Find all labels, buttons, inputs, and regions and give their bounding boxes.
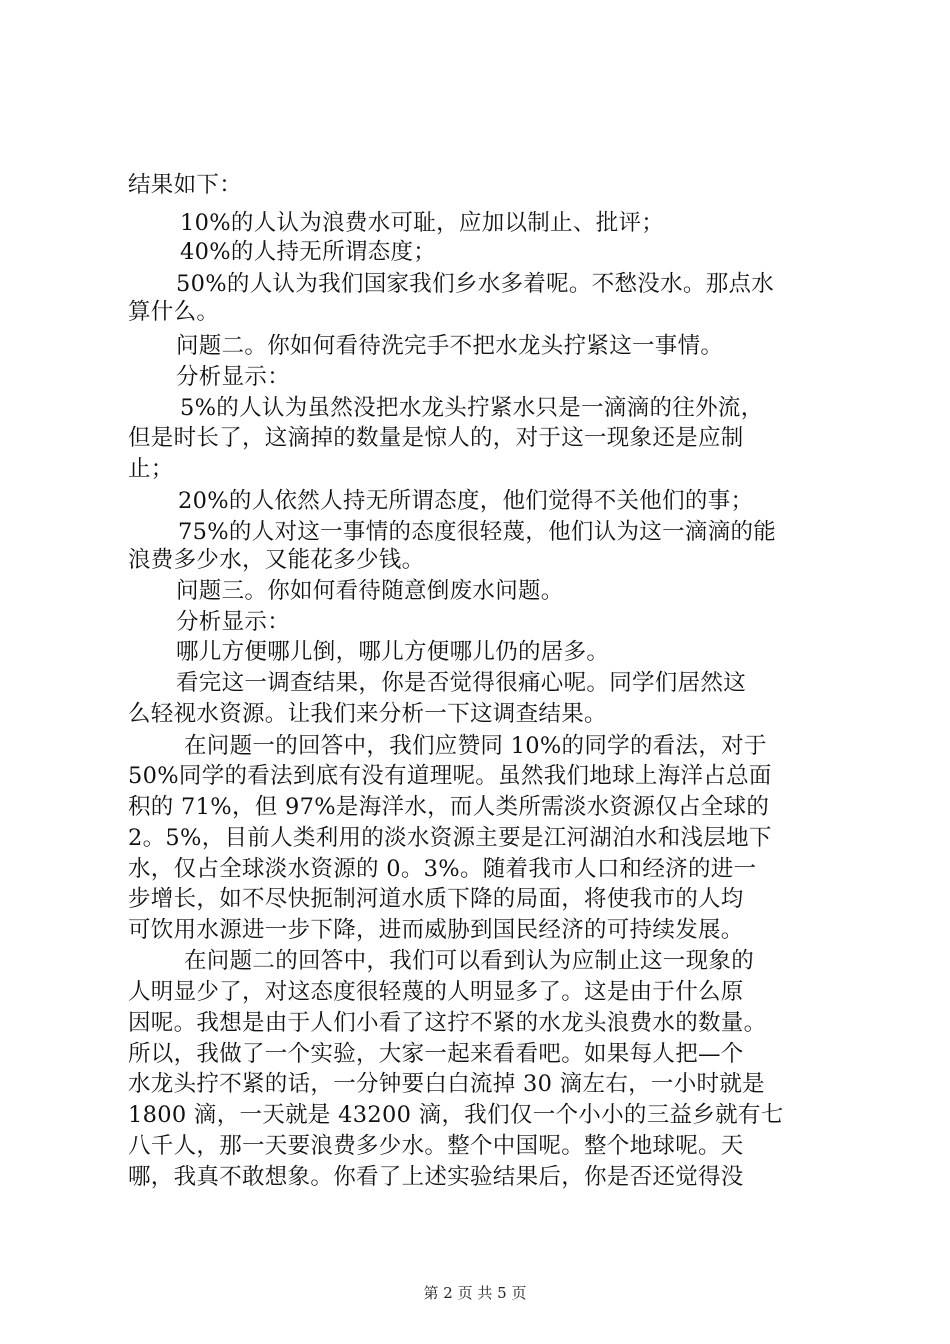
text-line: 哪，我真不敢想象。你看了上述实验结果后，你是否还觉得没	[128, 1164, 744, 1190]
text-line: 所以，我做了一个实验，大家一起来看看吧。如果每人把—个	[128, 1041, 744, 1067]
text-line: 算什么。	[128, 299, 220, 325]
text-line: 问题二。你如何看待洗完手不把水龙头拧紧这一事情。	[176, 333, 724, 359]
page-number-footer: 第 2 页 共 5 页	[423, 1284, 527, 1302]
text-line: 八千人，那一天要浪费多少水。整个中国呢。整个地球呢。天	[128, 1133, 744, 1159]
text-line: 75%的人对这一事情的态度很轻蔑，他们认为这一滴滴的能	[178, 519, 777, 545]
text-line: 可饮用水源进一步下降，进而威胁到国民经济的可持续发展。	[128, 917, 744, 943]
text-line: 问题三。你如何看待随意倒废水问题。	[176, 578, 564, 604]
text-line: 么轻视水资源。让我们来分析一下这调查结果。	[128, 701, 607, 727]
text-line: 结果如下：	[128, 172, 243, 198]
text-line: 50%的人认为我们国家我们乡水多着呢。不愁没水。那点水	[176, 271, 775, 297]
text-line: 止；	[128, 456, 174, 482]
text-line: 因呢。我想是由于人们小看了这拧不紧的水龙头浪费水的数量。	[128, 1010, 767, 1036]
text-line: 1800 滴，一天就是 43200 滴，我们仅一个小小的三益乡就有七	[128, 1102, 784, 1128]
text-line: 5%的人认为虽然没把水龙头拧紧水只是一滴滴的往外流，	[180, 395, 764, 421]
text-line: 人明显少了，对这态度很轻蔑的人明显多了。这是由于什么原	[128, 979, 744, 1005]
text-line: 50%同学的看法到底有没有道理呢。虽然我们地球上海洋占总面	[128, 763, 772, 789]
text-line: 2。5%，目前人类利用的淡水资源主要是江河湖泊水和浅层地下	[128, 825, 772, 851]
text-line: 分析显示：	[176, 609, 291, 635]
text-line: 但是时长了，这滴掉的数量是惊人的，对于这一现象还是应制	[128, 425, 744, 451]
text-line: 步增长，如不尽快扼制河道水质下降的局面，将使我市的人均	[128, 886, 744, 912]
text-line: 10%的人认为浪费水可耻，应加以制止、批评；	[180, 210, 665, 236]
text-line: 水，仅占全球淡水资源的 0。3%。随着我市人口和经济的进一	[128, 856, 757, 882]
text-line: 20%的人依然人持无所谓态度，他们觉得不关他们的事；	[178, 488, 754, 514]
text-line: 在问题二的回答中，我们可以看到认为应制止这一现象的	[184, 948, 755, 974]
text-line: 水龙头拧不紧的话，一分钟要白白流掉 30 滴左右，一小时就是	[128, 1071, 765, 1097]
text-line: 哪儿方便哪儿倒，哪儿方便哪儿仍的居多。	[176, 639, 610, 665]
text-line: 分析显示：	[176, 364, 291, 390]
text-line: 看完这一调查结果，你是否觉得很痛心呢。同学们居然这	[176, 670, 747, 696]
text-line: 40%的人持无所谓态度；	[180, 239, 437, 265]
text-line: 在问题一的回答中，我们应赞同 10%的同学的看法，对于	[184, 733, 767, 759]
text-line: 浪费多少水，又能花多少钱。	[128, 547, 425, 573]
text-line: 积的 71%，但 97%是海洋水，而人类所需淡水资源仅占全球的	[128, 794, 770, 820]
